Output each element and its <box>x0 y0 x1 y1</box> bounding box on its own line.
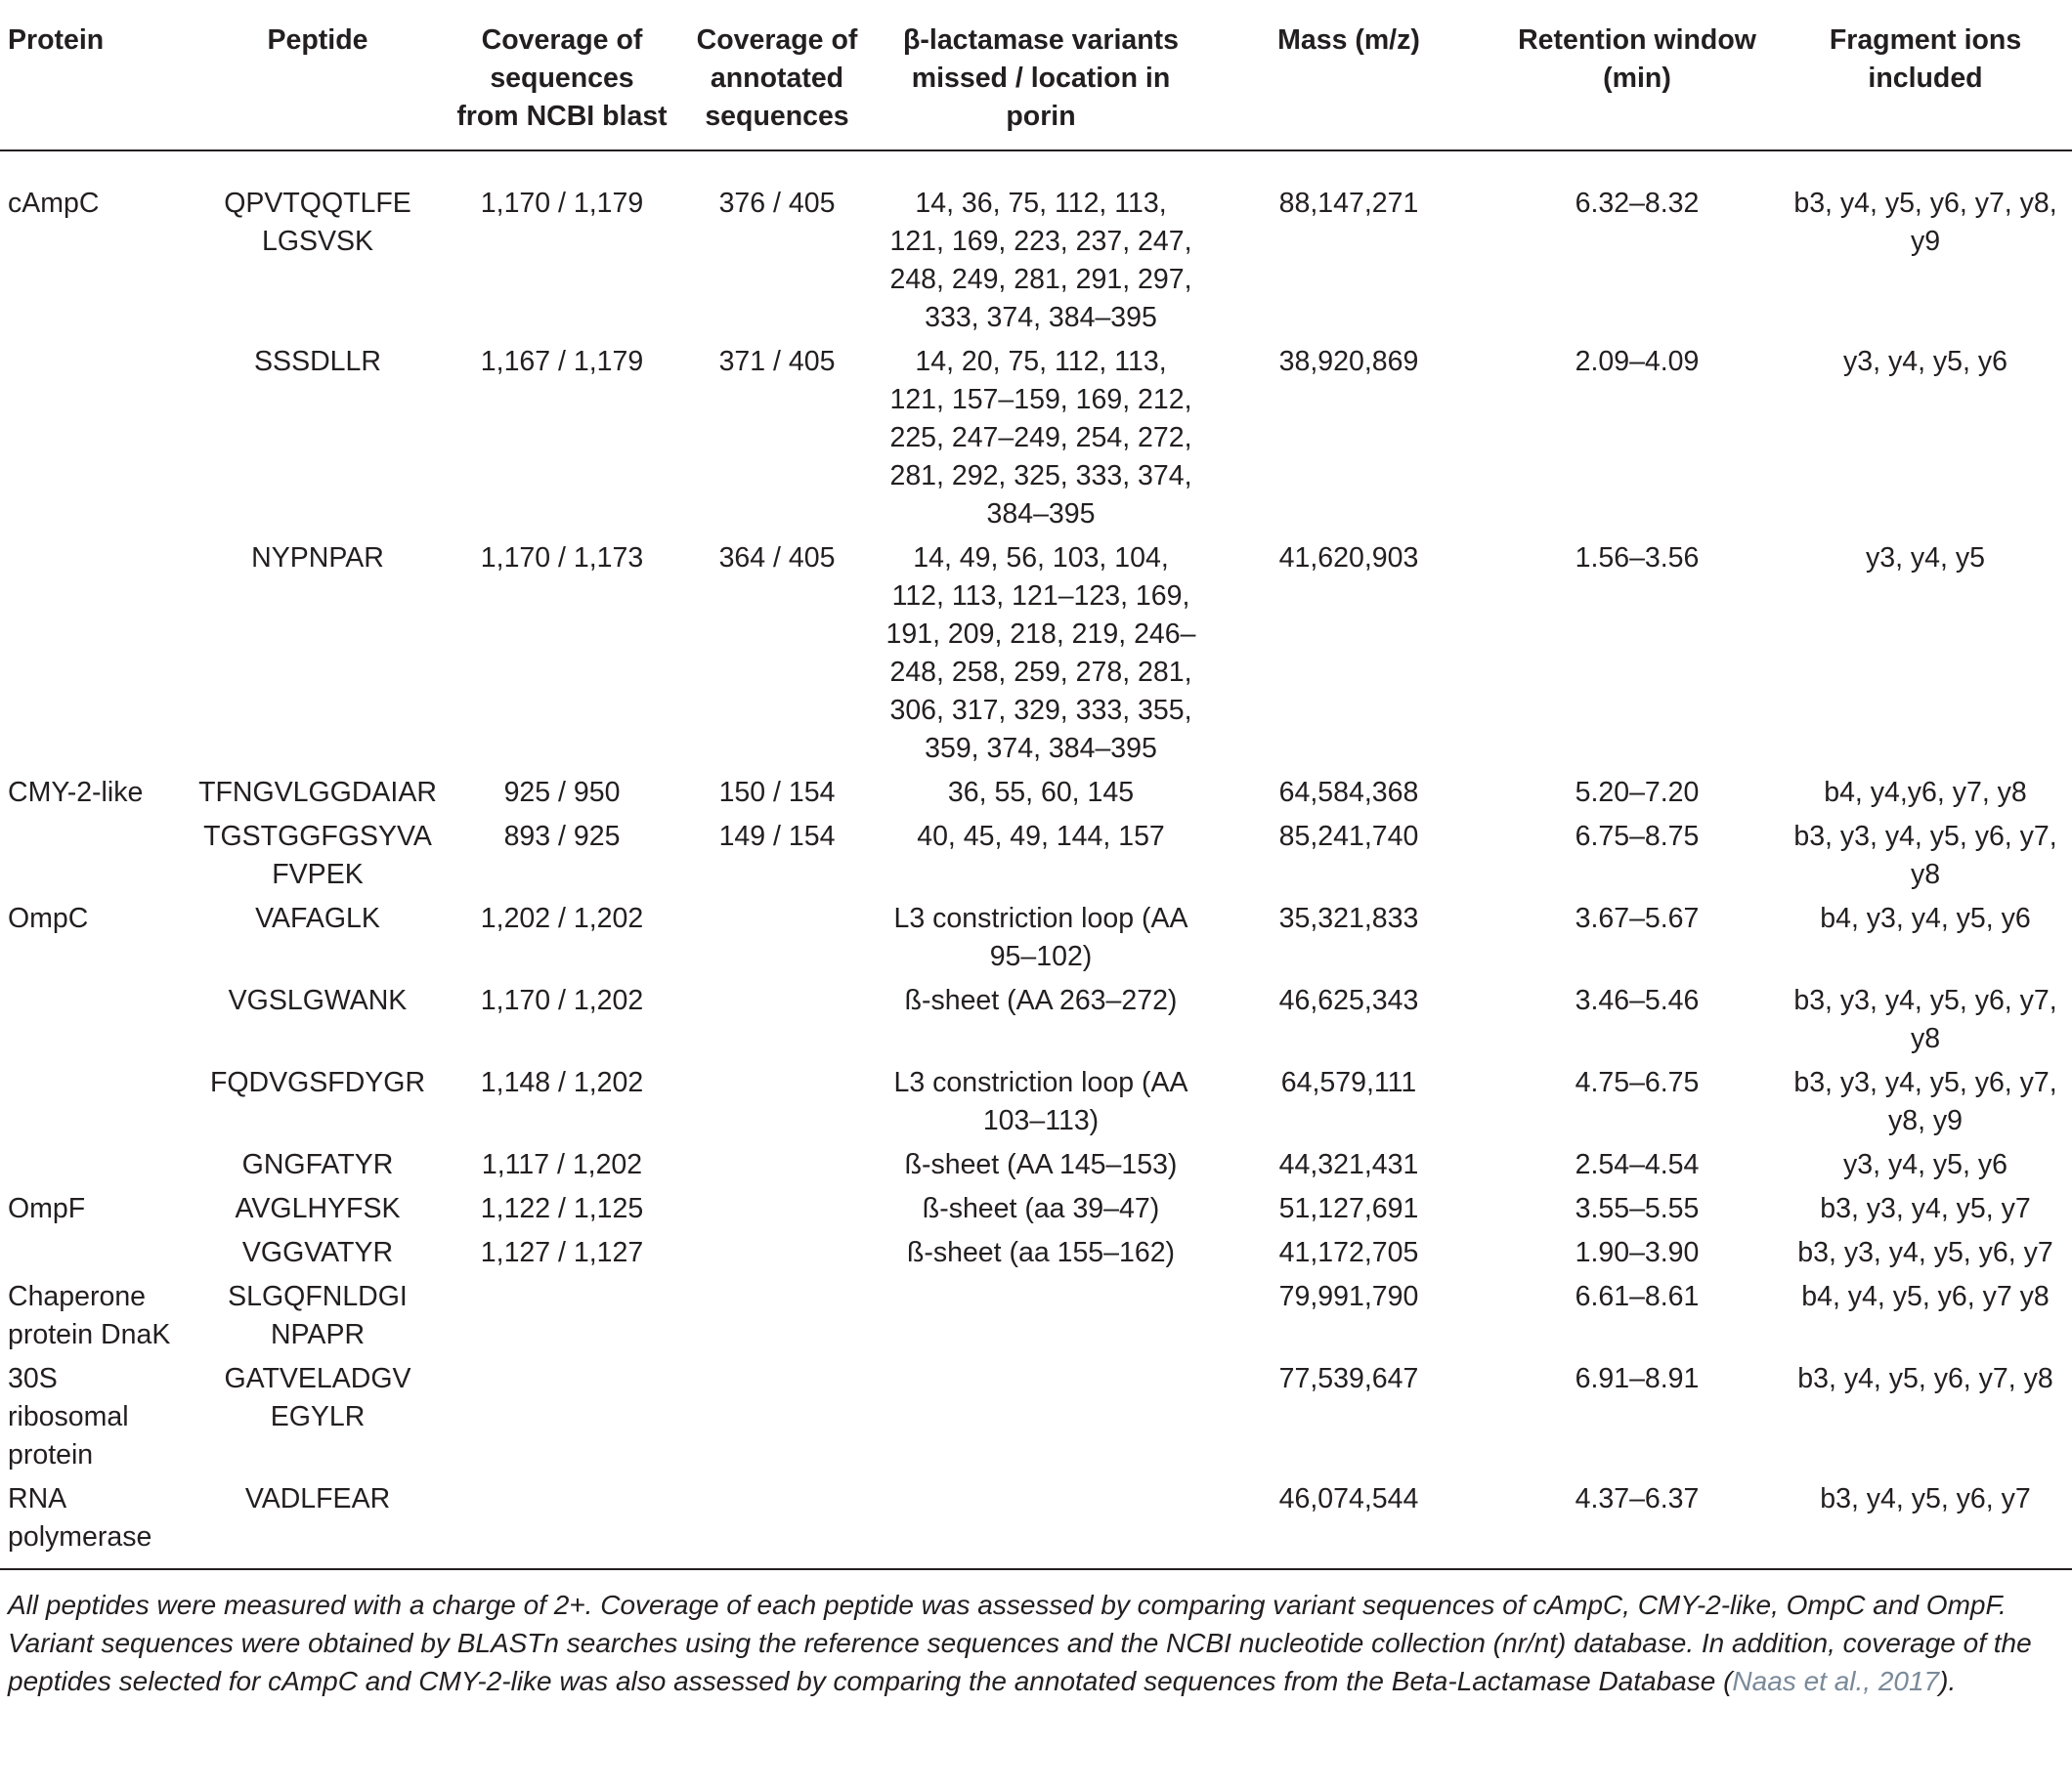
header-ncbi-coverage: Coverage of sequences from NCBI blast <box>450 0 674 150</box>
table-footnote <box>0 1570 2072 1700</box>
fragments-cell: y3, y4, y5, y6 <box>1843 346 2007 377</box>
fragments-cell: b3, y3, y4, y5, y6, y7, y8 <box>1793 821 2057 890</box>
variants-cell: ß-sheet (AA 263–272) <box>904 985 1178 1016</box>
table-row <box>0 976 2072 1058</box>
protein-cell <box>0 533 186 768</box>
peptide-cell: TFNGVLGGDAIAR <box>198 777 437 808</box>
mass-cell: 41,620,903 <box>1278 542 1419 574</box>
footnote-text-end: ). <box>1939 1666 1957 1696</box>
ncbi-coverage-cell: 925 / 950 <box>503 777 621 808</box>
annotated-coverage-cell <box>674 1354 880 1474</box>
protein-cell <box>0 1058 186 1140</box>
peptide-cell: NYPNPAR <box>251 542 384 574</box>
fragments-cell: b4, y3, y4, y5, y6 <box>1820 903 2031 934</box>
protein-cell: CMY-2-like <box>8 777 144 808</box>
fragments-cell: b3, y4, y5, y6, y7, y8, y9 <box>1793 188 2057 257</box>
mass-cell: 88,147,271 <box>1278 188 1419 219</box>
variants-cell: 14, 49, 56, 103, 104, 112, 113, 121–123, 169, 191, 209, 218, 219, 246–248, 258, 259, 278, 281, 306, 317, 329, 333, 355, 359, 374, 384–395 <box>885 542 1196 764</box>
retention-cell: 1.56–3.56 <box>1575 542 1700 574</box>
retention-cell: 6.61–8.61 <box>1575 1281 1700 1312</box>
ncbi-coverage-cell: 1,170 / 1,179 <box>480 188 644 219</box>
table-row <box>0 894 2072 976</box>
mass-cell: 35,321,833 <box>1278 903 1419 934</box>
table-row <box>0 1140 2072 1184</box>
peptide-cell: AVGLHYFSK <box>235 1193 401 1224</box>
peptide-cell: QPVTQQTLFE LGSVSK <box>224 188 411 257</box>
table-row <box>0 1184 2072 1228</box>
fragments-cell: b3, y3, y4, y5, y7 <box>1820 1193 2031 1224</box>
header-peptide: Peptide <box>186 0 450 150</box>
retention-cell: 3.46–5.46 <box>1575 985 1700 1016</box>
annotated-coverage-cell: 371 / 405 <box>718 346 836 377</box>
annotated-coverage-cell <box>674 976 880 1058</box>
ncbi-coverage-cell: 1,127 / 1,127 <box>480 1237 644 1268</box>
ncbi-coverage-cell: 1,167 / 1,179 <box>480 346 644 377</box>
header-fragments: Fragment ions included <box>1779 0 2072 150</box>
variants-cell: ß-sheet (aa 155–162) <box>906 1237 1176 1268</box>
retention-cell: 6.32–8.32 <box>1575 188 1700 219</box>
retention-cell: 6.91–8.91 <box>1575 1363 1700 1394</box>
annotated-coverage-cell <box>674 1272 880 1354</box>
peptide-cell: GATVELADGV EGYLR <box>224 1363 411 1432</box>
mass-cell: 46,625,343 <box>1278 985 1419 1016</box>
retention-cell: 3.67–5.67 <box>1575 903 1700 934</box>
mass-cell: 38,920,869 <box>1278 346 1419 377</box>
ncbi-coverage-cell <box>450 1354 674 1474</box>
annotated-coverage-cell: 150 / 154 <box>718 777 836 808</box>
retention-cell: 5.20–7.20 <box>1575 777 1700 808</box>
peptide-cell: SSSDLLR <box>254 346 381 377</box>
annotated-coverage-cell: 376 / 405 <box>718 188 836 219</box>
annotated-coverage-cell: 364 / 405 <box>718 542 836 574</box>
table-row <box>0 812 2072 894</box>
table-row <box>0 1058 2072 1140</box>
ncbi-coverage-cell: 1,122 / 1,125 <box>480 1193 644 1224</box>
footnote-citation-link[interactable]: Naas et al., 2017 <box>1732 1666 1940 1696</box>
peptide-cell: VAFAGLK <box>255 903 380 934</box>
table-row <box>0 1474 2072 1569</box>
mass-cell: 77,539,647 <box>1278 1363 1419 1394</box>
ncbi-coverage-cell <box>450 1474 674 1569</box>
mass-cell: 64,584,368 <box>1278 777 1419 808</box>
fragments-cell: b3, y3, y4, y5, y6, y7 <box>1797 1237 2053 1268</box>
variants-cell: 36, 55, 60, 145 <box>947 777 1135 808</box>
header-protein: Protein <box>0 0 186 150</box>
protein-cell <box>0 1140 186 1184</box>
peptide-cell: TGSTGGFGSYVA FVPEK <box>203 821 432 890</box>
variants-cell <box>880 1354 1202 1474</box>
peptide-cell: FQDVGSFDYGR <box>209 1067 426 1098</box>
ncbi-coverage-cell <box>450 1272 674 1354</box>
peptide-cell: GNGFATYR <box>241 1149 394 1180</box>
fragments-cell: b4, y4,y6, y7, y8 <box>1824 777 2027 808</box>
peptide-cell: VGGVATYR <box>241 1237 394 1268</box>
ncbi-coverage-cell: 893 / 925 <box>503 821 621 852</box>
variants-cell <box>880 1474 1202 1569</box>
protein-cell: cAmpC <box>8 188 100 219</box>
table-row <box>0 768 2072 812</box>
header-mass: Mass (m/z) <box>1202 0 1495 150</box>
mass-cell: 46,074,544 <box>1202 1474 1495 1569</box>
retention-cell: 3.55–5.55 <box>1575 1193 1700 1224</box>
peptide-cell: VADLFEAR <box>186 1474 450 1569</box>
annotated-coverage-cell <box>674 894 880 976</box>
variants-cell: ß-sheet (aa 39–47) <box>922 1193 1160 1224</box>
mass-cell: 51,127,691 <box>1278 1193 1419 1224</box>
fragments-cell: b3, y3, y4, y5, y6, y7, y8, y9 <box>1793 1067 2057 1136</box>
fragments-cell: b3, y4, y5, y6, y7, y8 <box>1797 1363 2053 1394</box>
retention-cell: 6.75–8.75 <box>1575 821 1700 852</box>
fragments-cell: y3, y4, y5 <box>1866 542 1985 574</box>
header-annotated-coverage: Coverage of annotated sequences <box>674 0 880 150</box>
mass-cell: 85,241,740 <box>1278 821 1419 852</box>
table-header-row <box>0 0 2072 150</box>
annotated-coverage-cell <box>674 1058 880 1140</box>
protein-cell <box>0 337 186 533</box>
table-row <box>0 150 2072 337</box>
header-variants: β-lactamase variants missed / location in porin <box>880 0 1202 150</box>
retention-cell: 2.54–4.54 <box>1575 1149 1700 1180</box>
mass-cell: 79,991,790 <box>1278 1281 1419 1312</box>
protein-cell: RNA polymerase <box>0 1474 186 1569</box>
table-row <box>0 533 2072 768</box>
variants-cell: 40, 45, 49, 144, 157 <box>917 821 1165 852</box>
table-body <box>0 150 2072 1569</box>
table-row <box>0 337 2072 533</box>
header-retention: Retention window (min) <box>1495 0 1779 150</box>
retention-cell: 1.90–3.90 <box>1575 1237 1700 1268</box>
retention-cell: 4.37–6.37 <box>1495 1474 1779 1569</box>
ncbi-coverage-cell: 1,170 / 1,202 <box>480 985 644 1016</box>
table-row <box>0 1272 2072 1354</box>
fragments-cell: y3, y4, y5, y6 <box>1843 1149 2007 1180</box>
ncbi-coverage-cell: 1,117 / 1,202 <box>481 1149 643 1180</box>
ncbi-coverage-cell: 1,148 / 1,202 <box>480 1067 644 1098</box>
fragments-cell: b3, y3, y4, y5, y6, y7, y8 <box>1793 985 2057 1054</box>
protein-cell: 30S ribosomal protein <box>8 1363 129 1471</box>
protein-cell <box>0 812 186 894</box>
mass-cell: 64,579,111 <box>1280 1067 1417 1098</box>
mass-cell: 44,321,431 <box>1278 1149 1419 1180</box>
fragments-cell: b3, y4, y5, y6, y7 <box>1779 1474 2072 1569</box>
table-row <box>0 1228 2072 1272</box>
ncbi-coverage-cell: 1,202 / 1,202 <box>480 903 644 934</box>
variants-cell <box>880 1272 1202 1354</box>
variants-cell: 14, 36, 75, 112, 113, 121, 169, 223, 237, 247, 248, 249, 281, 291, 297, 333, 374, 384–395 <box>889 188 1192 333</box>
annotated-coverage-cell <box>674 1184 880 1228</box>
variants-cell: L3 constriction loop (AA 95–102) <box>893 903 1188 972</box>
annotated-coverage-cell <box>674 1140 880 1184</box>
retention-cell: 4.75–6.75 <box>1575 1067 1700 1098</box>
annotated-coverage-cell <box>674 1474 880 1569</box>
protein-cell <box>0 1228 186 1272</box>
variants-cell: 14, 20, 75, 112, 113, 121, 157–159, 169, 212, 225, 247–249, 254, 272, 281, 292, 325, 333, 374, 384–395 <box>889 346 1192 530</box>
protein-cell: OmpF <box>8 1193 86 1224</box>
fragments-cell: b4, y4, y5, y6, y7 y8 <box>1801 1281 2050 1312</box>
annotated-coverage-cell: 149 / 154 <box>718 821 836 852</box>
table-row <box>0 1354 2072 1474</box>
annotated-coverage-cell <box>674 1228 880 1272</box>
variants-cell: L3 constriction loop (AA 103–113) <box>893 1067 1188 1136</box>
peptide-cell: VGSLGWANK <box>228 985 408 1016</box>
protein-cell: Chaperone protein DnaK <box>8 1281 171 1350</box>
footnote-text: All peptides were measured with a charge of 2+. Coverage of each peptide was assessed by comparing variant sequences of cAmpC, CMY-2-like, OmpC and OmpF. Variant sequences were obtained by BLASTn searches using the reference sequences and the NCBI nucleotide collection (nr/nt) database. In addition, coverage of the peptides selected for cAmpC and CMY-2-like was also assessed by comparing the annotated sequences from the Beta-Lactamase Database ( <box>8 1590 2032 1696</box>
ncbi-coverage-cell: 1,170 / 1,173 <box>480 542 644 574</box>
variants-cell: ß-sheet (AA 145–153) <box>904 1149 1178 1180</box>
mass-cell: 41,172,705 <box>1278 1237 1419 1268</box>
protein-cell: OmpC <box>8 903 89 934</box>
protein-cell <box>0 976 186 1058</box>
retention-cell: 2.09–4.09 <box>1575 346 1700 377</box>
peptide-cell: SLGQFNLDGI NPAPR <box>228 1281 408 1350</box>
